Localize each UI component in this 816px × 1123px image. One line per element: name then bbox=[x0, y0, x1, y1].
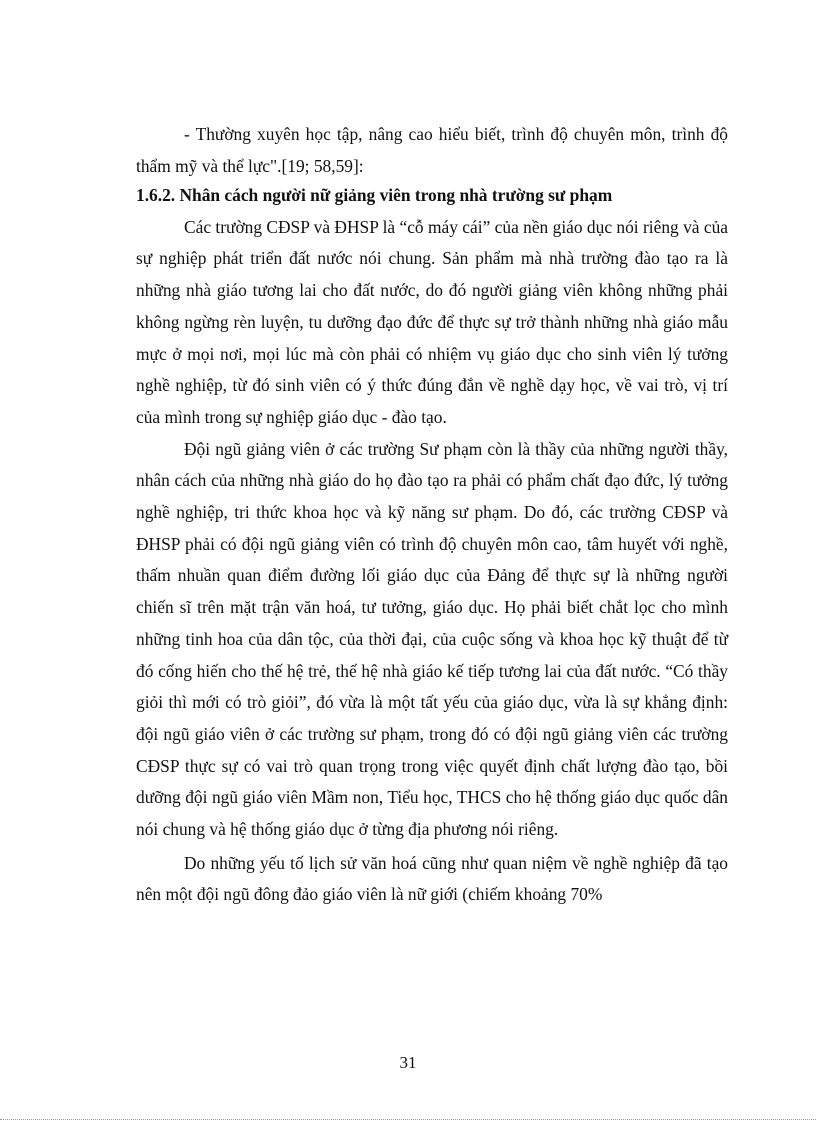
page-number: 31 bbox=[399, 1053, 417, 1072]
page-bottom-rule bbox=[0, 1119, 816, 1120]
document-page-content bbox=[136, 119, 728, 182]
paragraph-2: Đội ngũ giảng viên ở các trường Sư phạm còn là thầy của những người thầy, nhân cách của những nhà giáo do họ đào tạo ra phải có phẩm chất đạo đức, lý tưởng nghề nghiệp, tri thức khoa học và kỹ năng sư phạm. Do đó, các trường CĐSP và ĐHSP phải có đội ngũ giảng viên có trình độ chuyên môn cao, tâm huyết với nghề, thấm nhuần quan điểm đường lối giáo dục của Đảng để thực sự là những người chiến sĩ trên mặt trận văn hoá, tư tưởng, giáo dục. Họ phải biết chắt lọc cho mình những tinh hoa của dân tộc, của thời đại, của cuộc sống và khoa học kỹ thuật để từ đó cống hiến cho thế hệ trẻ, thế hệ nhà giáo kế tiếp tương lai của đất nước. “Có thầy giỏi thì mới có trò giỏi”, đó vừa là một tất yếu của giáo dục, vừa là sự khẳng định: đội ngũ giáo viên ở các trường sư phạm, trong đó có đội ngũ giảng viên các trường CĐSP thực sự có vai trò quan trọng trong việc quyết định chất lượng đào tạo, bồi dưỡng đội ngũ giáo viên Mầm non, Tiểu học, THCS cho hệ thống giáo dục quốc dân nói chung và hệ thống giáo dục ở từng địa phương nói riêng. bbox=[136, 438, 728, 840]
section-body bbox=[136, 180, 728, 911]
intro-paragraph: - Thường xuyên học tập, nâng cao hiểu biết, trình độ chuyên môn, trình độ thẩm mỹ và thể lực".[19; 58,59]: bbox=[136, 124, 728, 176]
section-heading: 1.6.2. Nhân cách người nữ giảng viên trong nhà trường sư phạm bbox=[136, 185, 613, 205]
paragraph-3: Do những yếu tố lịch sử văn hoá cũng như quan niệm về nghề nghiệp đã tạo nên một đội ngũ đông đảo giáo viên là nữ giới (chiếm khoảng 70% bbox=[136, 852, 728, 905]
paragraph-1: Các trường CĐSP và ĐHSP là “cỗ máy cái” của nền giáo dục nói riêng và của sự nghiệp phát triển đất nước nói chung. Sản phẩm mà nhà trường đào tạo ra là những nhà giáo tương lai cho đất nước, do đó người giảng viên không những phải không ngừng rèn luyện, tu dưỡng đạo đức để thực sự trở thành những nhà giáo mẫu mực ở mọi nơi, mọi lúc mà còn phải có nhiệm vụ giáo dục cho sinh viên lý tưởng nghề nghiệp, từ đó sinh viên có ý thức đúng đắn về nghề dạy học, về vai trò, vị trí của mình trong sự nghiệp giáo dục - đào tạo. bbox=[136, 216, 728, 427]
